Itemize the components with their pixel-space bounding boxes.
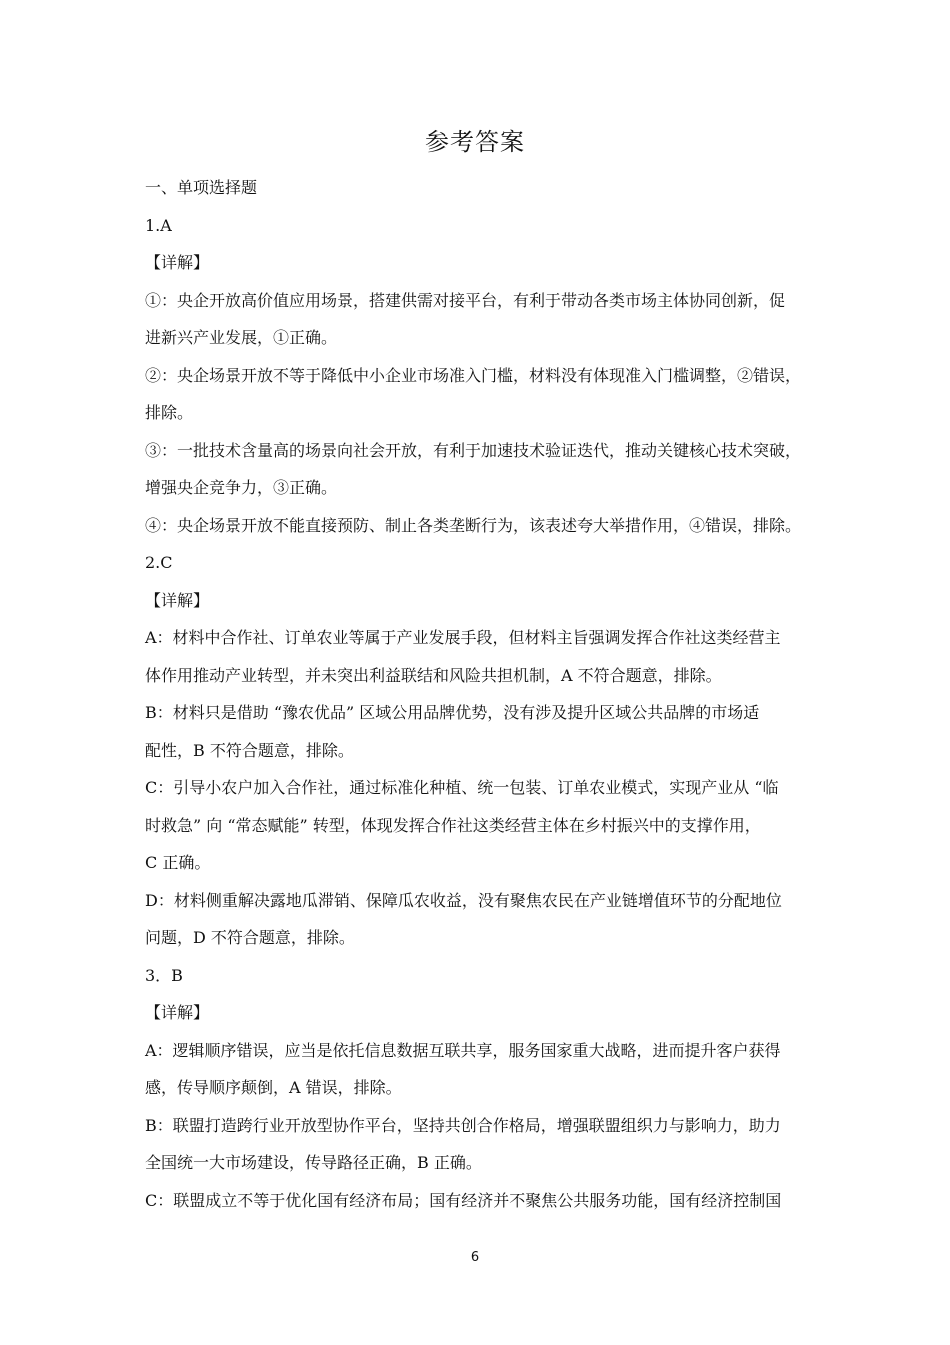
body-line: C 正确。 [145,853,211,872]
body-line: A：逻辑顺序错误，应当是依托信息数据互联共享，服务国家重大战略，进而提升客户获得 [145,1041,781,1060]
body-line: B：联盟打造跨行业开放型协作平台，坚持共创合作格局，增强联盟组织力与影响力，助力 [145,1116,781,1135]
body-line: 增强央企竞争力，③正确。 [145,478,338,497]
body-line: ③：一批技术含量高的场景向社会开放，有利于加速技术验证迭代，推动关键核心技术突破， [145,441,802,460]
body-line: 问题，D 不符合题意，排除。 [145,928,355,947]
body-line: 时救急” 向 “常态赋能” 转型，体现发挥合作社这类经营主体在乡村振兴中的支撑作用， [145,816,761,835]
page-title: 参考答案 [425,128,525,156]
detail-label: 【详解】 [145,1003,210,1022]
body-line: ①：央企开放高价值应用场景，搭建供需对接平台，有利于带动各类市场主体协同创新，促 [145,291,786,310]
body-line: 体作用推动产业转型，并未突出利益联结和风险共担机制，A 不符合题意，排除。 [145,666,722,685]
page-number: 6 [470,1250,480,1265]
body-line: C：联盟成立不等于优化国有经济布局；国有经济并不聚焦公共服务功能，国有经济控制国 [145,1191,782,1210]
answer-number: 3．B [145,966,183,985]
detail-label: 【详解】 [145,253,210,272]
section-heading: 一、单项选择题 [145,178,258,197]
body-line: ②：央企场景开放不等于降低中小企业市场准入门槛，材料没有体现准入门槛调整，②错误， [145,366,802,385]
body-line: B：材料只是借助 “豫农优品” 区域公用品牌优势，没有涉及提升区域公共品牌的市场适 [145,703,760,722]
body-line: D：材料侧重解决露地瓜滞销、保障瓜农收益，没有聚焦农民在产业链增值环节的分配地位 [145,891,782,910]
body-line: ④：央企场景开放不能直接预防、制止各类垄断行为，该表述夸大举措作用，④错误，排除。 [145,516,802,535]
body-line: 进新兴产业发展，①正确。 [145,328,338,347]
detail-label: 【详解】 [145,591,210,610]
body-line: 感，传导顺序颠倒，A 错误，排除。 [145,1078,402,1097]
answer-number: 2.C [145,553,173,572]
body-line: 配性，B 不符合题意，排除。 [145,741,354,760]
body-line: C：引导小农户加入合作社，通过标准化种植、统一包装、订单农业模式，实现产业从 “临 [145,778,779,797]
answer-number: 1.A [145,216,172,235]
body-line: A：材料中合作社、订单农业等属于产业发展手段，但材料主旨强调发挥合作社这类经营主 [145,628,781,647]
body-line: 全国统一大市场建设，传导路径正确，B 正确。 [145,1153,482,1172]
body-line: 排除。 [145,403,194,422]
